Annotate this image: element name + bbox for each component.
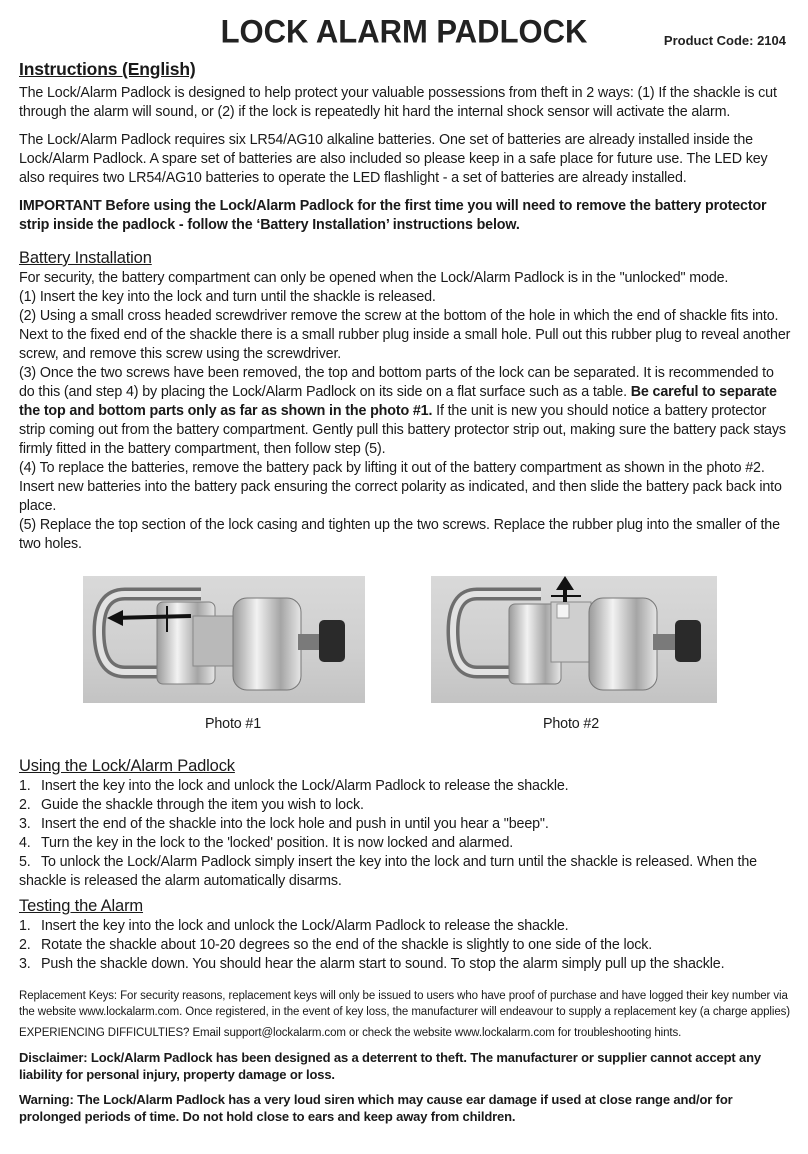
list-text: Guide the shackle through the item you wish to lock. bbox=[41, 797, 364, 813]
instructions-heading: Instructions (English) bbox=[19, 59, 196, 79]
battery-step-2: (2) Using a small cross headed screwdriver remove the screw at the bottom of the hole in which the end of shackle fits into. Next to the fixed end of the shackle there is a small rubber plug inside a small hole. Pull out this rubber plug to reveal another screw, and remove this screw using the screwdriver. bbox=[19, 308, 791, 362]
disclaimer: Disclaimer: Lock/Alarm Padlock has been designed as a deterrent to theft. The manufacturer or supplier cannot accept any liability for personal injury, property damage or loss. bbox=[19, 1050, 761, 1082]
list-number: 5. bbox=[19, 854, 31, 870]
batteries-paragraph: The Lock/Alarm Padlock requires six LR54/AG10 alkaline batteries. One set of batteries are already installed inside the Lock/Alarm Padlock. A spare set of batteries are also included so please keep in a safe place for future use. The LED key also requires two LR54/AG10 batteries to operate the LED flashlight - a set of batteries are already installed. bbox=[19, 132, 768, 186]
warning: Warning: The Lock/Alarm Padlock has a very loud siren which may cause ear damage if used at close range and/or for prolonged periods of time. Do not hold close to ears and keep away from children. bbox=[19, 1092, 733, 1124]
battery-step-1: (1) Insert the key into the lock and turn until the shackle is released. bbox=[19, 289, 436, 305]
list-text: Rotate the shackle about 10-20 degrees so the end of the shackle is slightly to one side of the lock. bbox=[41, 937, 653, 953]
battery-step-4: (4) To replace the batteries, remove the battery pack by lifting it out of the battery compartment as shown in the photo #2. Insert new batteries into the battery pack ensuring the correct polarity as indicated, and then slide the battery pack back into place. bbox=[19, 460, 782, 514]
battery-step-3-text-a: (3) Once the two screws have been removed, the top and bottom parts of the lock can be separated. It is recommended to do this (and step 4) by placing the Lock/Alarm Padlock on its side on a flat surface such as a table. bbox=[19, 365, 774, 400]
photo-1-caption: Photo #1 bbox=[205, 716, 262, 732]
battery-step-3-warning: Be careful to separate the top and bottom parts only as far as shown in the photo #1. bbox=[19, 384, 777, 419]
list-item bbox=[19, 853, 791, 891]
intro-paragraph: The Lock/Alarm Padlock is designed to help protect your valuable possessions from theft in 2 ways: (1) If the shackle is cut through the alarm will sound, or (2) if the lock is repeatedly hit hard the internal shock sensor will activate the alarm. bbox=[19, 85, 777, 120]
list-text: Push the shackle down. You should hear the alarm start to sound. To stop the alarm simply pull up the shackle. bbox=[41, 956, 725, 972]
important-notice: IMPORTANT Before using the Lock/Alarm Padlock for the first time you will need to remove the battery protector strip inside the padlock - follow the ‘Battery Installation’ instructions below. bbox=[19, 198, 767, 233]
list-item bbox=[19, 955, 791, 974]
battery-step-3 bbox=[19, 364, 791, 459]
list-item bbox=[19, 796, 791, 815]
battery-step-5: (5) Replace the top section of the lock casing and tighten up the two screws. Replace the rubber plug into the smaller of the two holes. bbox=[19, 517, 780, 552]
list-text: Insert the end of the shackle into the lock hole and push in until you hear a "beep". bbox=[41, 816, 549, 832]
list-item bbox=[19, 936, 791, 955]
list-number: 3. bbox=[19, 816, 31, 832]
list-number: 1. bbox=[19, 918, 31, 934]
list-item bbox=[19, 815, 791, 834]
list-text: Insert the key into the lock and unlock the Lock/Alarm Padlock to release the shackle. bbox=[41, 918, 569, 934]
product-code: Product Code: 2104 bbox=[663, 33, 786, 48]
replacement-keys-note: Replacement Keys: For security reasons, replacement keys will only be issued to users who have proof of purchase and have logged their key number via the website www.lockalarm.com. Once registered, in the event of key loss, the manufacturer will endeavour to supply a replacement key (a charge applies) bbox=[19, 990, 791, 1018]
list-number: 3. bbox=[19, 956, 31, 972]
list-number: 1. bbox=[19, 778, 31, 794]
photos-row bbox=[19, 576, 791, 756]
using-steps-list bbox=[19, 777, 791, 891]
list-number: 2. bbox=[19, 937, 31, 953]
photo-2-caption: Photo #2 bbox=[543, 716, 600, 732]
using-heading: Using the Lock/Alarm Padlock bbox=[19, 757, 235, 775]
battery-intro: For security, the battery compartment can only be opened when the Lock/Alarm Padlock is in the "unlocked" mode. bbox=[19, 270, 729, 286]
difficulties-note: EXPERIENCING DIFFICULTIES? Email support@lockalarm.com or check the website www.lockalarm.com for troubleshooting hints. bbox=[19, 1027, 682, 1039]
list-number: 4. bbox=[19, 835, 31, 851]
list-text: Turn the key in the lock to the 'locked' position. It is now locked and alarmed. bbox=[41, 835, 514, 851]
battery-installation-heading: Battery Installation bbox=[19, 249, 152, 267]
list-item bbox=[19, 834, 791, 853]
list-text: To unlock the Lock/Alarm Padlock simply insert the key into the lock and turn until the shackle is released. When the shackle is released the alarm automatically disarms. bbox=[19, 854, 757, 889]
photo-1-padlock-open bbox=[83, 576, 365, 703]
battery-step-3-text-b: If the unit is new you should notice a battery protector strip coming out from the battery compartment. Gently pull this battery protector strip out, making sure the battery pack stays firmly fitted in the battery compartment, then follow step (5). bbox=[19, 403, 786, 457]
testing-steps-list bbox=[19, 917, 791, 974]
page-title: LOCK ALARM PADLOCK bbox=[220, 13, 588, 50]
list-item bbox=[19, 777, 791, 796]
list-number: 2. bbox=[19, 797, 31, 813]
list-text: Insert the key into the lock and unlock the Lock/Alarm Padlock to release the shackle. bbox=[41, 778, 569, 794]
testing-heading: Testing the Alarm bbox=[19, 897, 144, 915]
list-item bbox=[19, 917, 791, 936]
photo-2-battery-pack bbox=[431, 576, 717, 703]
document-body bbox=[19, 58, 791, 1125]
